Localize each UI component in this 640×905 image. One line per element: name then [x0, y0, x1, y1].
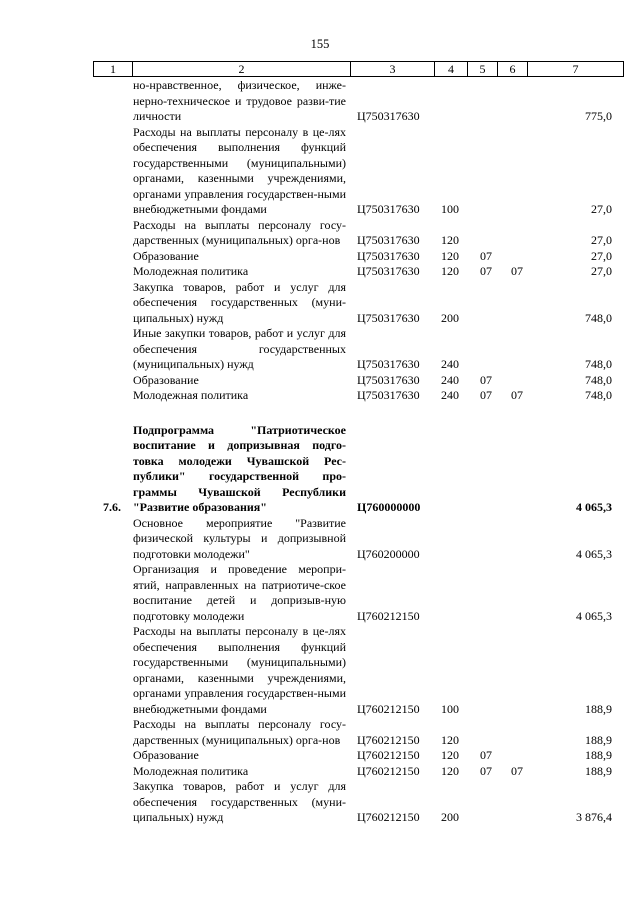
column-header-1: 1 — [94, 62, 133, 76]
row-description: Иные закупки товаров, работ и услуг для обеспечения государственных (муниципальных) нужд — [133, 326, 346, 371]
row-description: Закупка товаров, работ и услуг для обеспечения государственных (муни-ципальных) нужд — [133, 779, 346, 824]
row-amount: 188,9 — [585, 701, 612, 716]
row-section: 07 — [480, 372, 492, 387]
row-target-code: Ц760212150 — [357, 608, 420, 623]
row-section: 07 — [480, 748, 492, 762]
row-target-code: Ц750317630 — [357, 233, 420, 247]
row-amount: 27,0 — [591, 202, 612, 216]
table-row — [0, 280, 640, 327]
row-target-code: Ц750317630 — [357, 388, 420, 402]
row-description: Образование — [133, 248, 199, 263]
row-target-code: Ц760212150 — [357, 748, 420, 762]
row-description: Образование — [133, 372, 199, 387]
row-amount: 748,0 — [585, 372, 612, 387]
row-amount: 4 065,3 — [576, 608, 612, 623]
table-row — [0, 562, 640, 624]
table-header — [93, 61, 624, 77]
table-row — [0, 388, 640, 404]
row-amount: 27,0 — [591, 264, 612, 278]
row-description: Молодежная политика — [133, 264, 249, 278]
table-row — [0, 326, 640, 373]
row-expense-type: 100 — [441, 701, 459, 716]
row-section: 07 — [480, 248, 492, 263]
row-expense-type: 120 — [441, 248, 459, 263]
row-section: 07 — [480, 264, 492, 278]
row-description: но-нравственное, физическое, инже-нерно-техническое и трудовое разви-тие личности — [133, 78, 346, 123]
row-expense-type: 200 — [441, 810, 459, 824]
row-target-code: Ц750317630 — [357, 109, 420, 123]
row-description: Образование — [133, 748, 199, 762]
row-amount: 188,9 — [585, 763, 612, 778]
row-target-code: Ц760212150 — [357, 732, 420, 747]
row-amount: 27,0 — [591, 233, 612, 247]
table-row — [0, 779, 640, 826]
row-expense-type: 240 — [441, 357, 459, 371]
column-header-5: 5 — [468, 62, 498, 76]
row-subsection: 07 — [511, 388, 523, 402]
row-expense-type: 120 — [441, 732, 459, 747]
row-target-code: Ц760212150 — [357, 701, 420, 716]
row-number: 7.6. — [103, 500, 121, 514]
row-description: Закупка товаров, работ и услуг для обеспечения государственных (муни-ципальных) нужд — [133, 279, 346, 325]
row-amount: 775,0 — [585, 109, 612, 123]
row-description: Расходы на выплаты персоналу госу-дарственных (муниципальных) орга-нов — [133, 217, 346, 247]
row-expense-type: 120 — [441, 264, 459, 278]
row-expense-type: 100 — [441, 202, 459, 216]
row-amount: 748,0 — [585, 310, 612, 325]
table-row — [0, 717, 640, 748]
row-amount: 4 065,3 — [576, 546, 612, 561]
row-spacer — [0, 404, 640, 423]
row-description: Организация и проведение меропри-ятий, направленных на патриотиче-ское воспитание детей и допризыв-ную подготовку молодежи — [133, 562, 346, 623]
row-target-code: Ц760212150 — [357, 763, 420, 778]
row-section: 07 — [480, 763, 492, 778]
row-expense-type: 120 — [441, 748, 459, 762]
row-description: Молодежная политика — [133, 388, 249, 402]
table-row — [0, 249, 640, 265]
row-amount: 4 065,3 — [576, 500, 612, 514]
column-header-3: 3 — [351, 62, 435, 76]
table-row — [0, 78, 640, 125]
column-header-4: 4 — [435, 62, 468, 76]
table-row — [0, 516, 640, 563]
row-subsection: 07 — [511, 264, 523, 278]
row-description: Расходы на выплаты персоналу в це-лях обеспечения выполнения функций государственными (муниципальными) органами, казенными учреждениями, органами управления государствен-ными внебюджетными фондами — [133, 624, 346, 716]
row-expense-type: 120 — [441, 233, 459, 247]
page-number: 155 — [310, 37, 330, 51]
row-description: Подпрограмма "Патриотическое воспитание и допризывная подго-товка молодежи Чувашской Рес-публики" государственной про-граммы Чувашской Республики "Развитие образования" — [133, 422, 346, 514]
row-target-code: Ц750317630 — [357, 202, 420, 216]
row-subsection: 07 — [511, 763, 523, 778]
row-target-code: Ц750317630 — [357, 310, 420, 325]
row-target-code: Ц760000000 — [357, 500, 421, 514]
row-target-code: Ц760212150 — [357, 810, 420, 824]
table-row — [0, 764, 640, 780]
row-amount: 188,9 — [585, 732, 612, 747]
row-target-code: Ц750317630 — [357, 357, 420, 371]
table-row — [0, 218, 640, 249]
row-description: Расходы на выплаты персоналу в це-лях обеспечения выполнения функций государственными (муниципальными) органами, казенными учреждениями, органами управления государствен-ными внебюджетными фондами — [133, 124, 346, 216]
row-target-code: Ц750317630 — [357, 264, 420, 278]
row-amount: 3 876,4 — [576, 810, 612, 824]
row-expense-type: 240 — [441, 372, 459, 387]
row-description: Расходы на выплаты персоналу госу-дарственных (муниципальных) орга-нов — [133, 717, 346, 747]
table-row — [0, 264, 640, 280]
budget-table-body — [0, 78, 640, 826]
row-amount: 188,9 — [585, 748, 612, 762]
table-row — [0, 423, 640, 516]
table-row — [0, 373, 640, 389]
row-description: Основное мероприятие "Развитие физической культуры и допризывной подготовки молодежи" — [133, 515, 346, 561]
row-amount: 748,0 — [585, 357, 612, 371]
table-row — [0, 125, 640, 218]
row-description: Молодежная политика — [133, 763, 249, 778]
row-amount: 27,0 — [591, 248, 612, 263]
column-header-7: 7 — [572, 62, 579, 76]
column-header-6: 6 — [498, 62, 528, 76]
row-expense-type: 200 — [441, 310, 459, 325]
table-row — [0, 624, 640, 717]
row-section: 07 — [480, 388, 492, 402]
row-amount: 748,0 — [585, 388, 612, 402]
row-target-code: Ц750317630 — [357, 372, 420, 387]
row-expense-type: 240 — [441, 388, 459, 402]
column-header-2: 2 — [133, 62, 351, 76]
row-target-code: Ц750317630 — [357, 248, 420, 263]
row-expense-type: 120 — [441, 763, 459, 778]
table-row — [0, 748, 640, 764]
row-target-code: Ц760200000 — [357, 546, 420, 561]
